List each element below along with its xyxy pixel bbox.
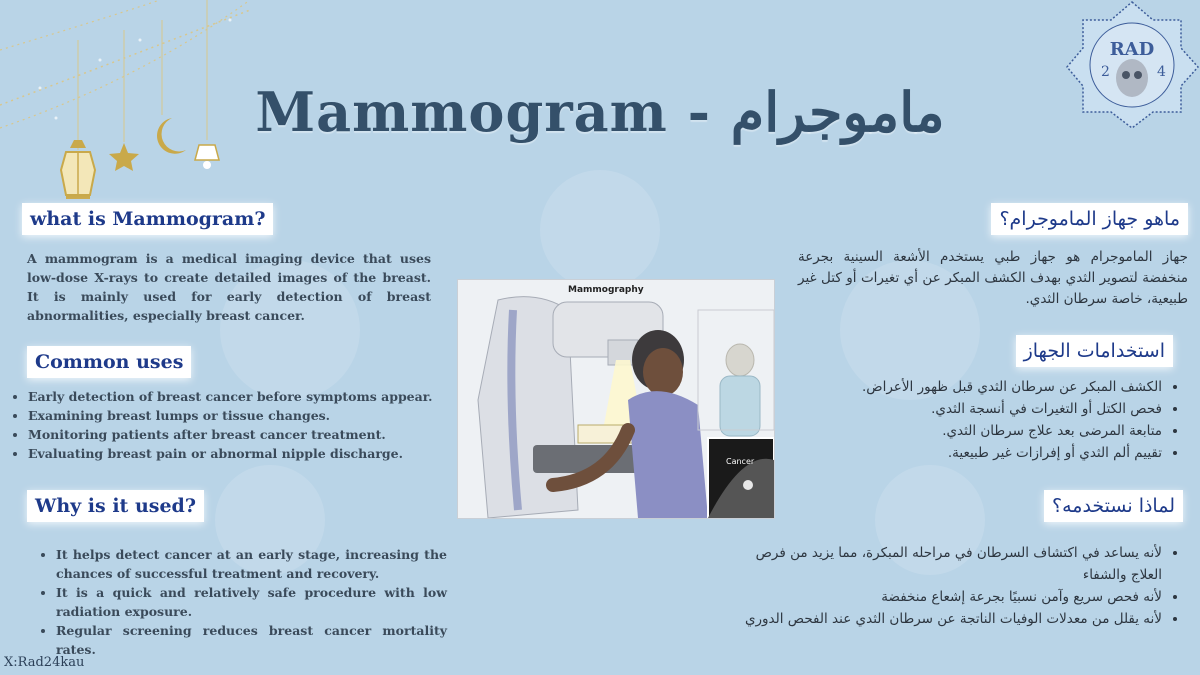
why-heading-ar: لماذا نستخدمه؟: [1044, 490, 1183, 522]
mammography-machine-drawing: [458, 280, 774, 518]
svg-text:4: 4: [1157, 64, 1166, 80]
why-list-ar: [742, 542, 1180, 630]
svg-text:RAD: RAD: [1109, 39, 1155, 60]
list-item: • متابعة المرضى بعد علاج سرطان الثدي.: [822, 420, 1162, 442]
what-is-heading: what is Mammogram?: [22, 203, 273, 235]
uses-list-ar: [822, 376, 1180, 464]
mammography-illustration: [457, 279, 775, 519]
common-uses-list: [12, 387, 448, 463]
list-item: • Monitoring patients after breast cancer treatment.: [28, 425, 448, 444]
social-handle: X:Rad24kau: [4, 655, 85, 670]
list-item: • الكشف المبكر عن سرطان الثدي قبل ظهور الأعراض.: [822, 376, 1162, 398]
list-item: • لأنه يساعد في اكتشاف السرطان في مراحله المبكرة، مما يزيد من فرص العلاج والشفاء: [742, 542, 1162, 586]
list-item: • Evaluating breast pain or abnormal nipple discharge.: [28, 444, 448, 463]
list-item: • لأنه فحص سريع وآمن نسبيًا بجرعة إشعاع منخفضة: [742, 586, 1162, 608]
list-item: • تقييم ألم الثدي أو إفرازات غير طبيعية.: [822, 442, 1162, 464]
list-item: • Examining breast lumps or tissue changes.: [28, 406, 448, 425]
list-item: • فحص الكتل أو التغيرات في أنسجة الثدي.: [822, 398, 1162, 420]
figure-caption: Mammography: [568, 285, 644, 295]
star-icon: [109, 143, 139, 171]
why-used-list: [40, 545, 447, 659]
common-uses-heading: Common uses: [27, 346, 191, 378]
small-lamp-icon: [195, 145, 219, 169]
list-item: • لأنه يقلل من معدلات الوفيات الناتجة عن سرطان الثدي عند الفحص الدوري: [742, 608, 1162, 630]
page-title: Mammogram - ماموجرام: [255, 80, 945, 144]
what-is-text-ar: جهاز الماموجرام هو جهاز طبي يستخدم الأشعة السينية بجرعة منخفضة لتصوير الثدي بهدف الكشف المبكر عن أي تغيرات أو كتل غير طبيعية، خاصة سرطان الثدي.: [798, 249, 1188, 307]
what-is-text: A mammogram is a medical imaging device that uses low-dose X-rays to create detailed images of the breast. It is mainly used for early detection of breast abnormalities, especially breast cancer.: [27, 251, 431, 323]
lantern-icon: [61, 140, 95, 199]
uses-heading-ar: استخدامات الجهاز: [1016, 335, 1173, 367]
what-is-heading-ar: ماهو جهاز الماموجرام؟: [991, 203, 1188, 235]
why-used-heading: Why is it used?: [27, 490, 204, 522]
cancer-inset-label: Cancer: [726, 457, 755, 466]
list-item: • It is a quick and relatively safe procedure with low radiation exposure.: [56, 583, 447, 621]
list-item: • It helps detect cancer at an early stage, increasing the chances of successful treatment and recovery.: [56, 545, 447, 583]
list-item: • Regular screening reduces breast cancer mortality rates.: [56, 621, 447, 659]
svg-text:2: 2: [1101, 64, 1110, 80]
list-item: • Early detection of breast cancer before symptoms appear.: [28, 387, 448, 406]
